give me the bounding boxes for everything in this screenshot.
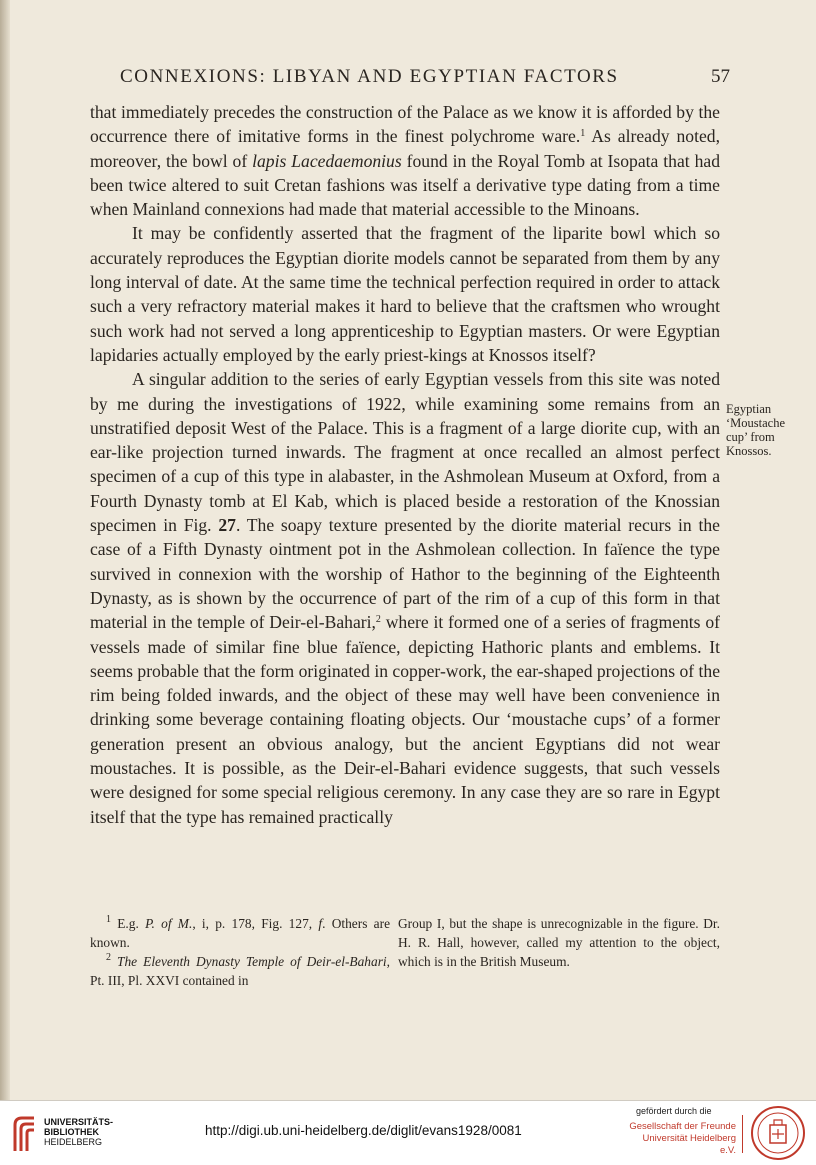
footnotes-right-column (398, 914, 720, 990)
body-text (90, 100, 720, 829)
footnote-2-continued: Group I, but the shape is unrecognizable in the figure. Dr. H. R. Hall, however, called my attention to the object, which is in the British Museum. (398, 916, 720, 969)
library-logo-icon (12, 1115, 38, 1153)
funded-by-label: gefördert durch die (636, 1106, 712, 1116)
society-name: Gesellschaft der Freunde Universität Heidelberg e.V. (629, 1121, 736, 1156)
paragraph-2: It may be confidently asserted that the fragment of the liparite bowl which so accurately reproduces the Egyptian diorite models cannot be separated from them by any long interval of date. At the same time the technical perfection required in order to attack such a very refractory material makes it hard to believe that the craftsmen who wrought such work had not served a long apprenticeship to Egyptian masters. Or were Egyptian lapidaries actually employed by the early priest-kings at Knossos itself? (90, 223, 720, 365)
page-number: 57 (711, 66, 730, 87)
source-url-link[interactable]: http://digi.ub.uni-heidelberg.de/diglit/evans1928/0081 (205, 1123, 522, 1138)
running-header (120, 66, 730, 88)
footnotes-left-column (90, 914, 390, 990)
digitization-footer (0, 1100, 816, 1165)
running-header-title: CONNEXIONS: LIBYAN AND EGYPTIAN FACTORS (120, 66, 619, 87)
footnote-1: $^1$ E.g. P. of M., i, p. 178, Fig. 127, f. Others are known. (90, 914, 391, 950)
library-name: UNIVERSITÄTS- BIBLIOTHEK HEIDELBERG (44, 1117, 114, 1147)
page-spine-shadow (0, 0, 10, 1100)
footnote-2: $^2$ The Eleventh Dynasty Temple of Deir-el-Bahari, Pt. III, Pl. XXVI contained in (90, 952, 390, 988)
paragraph-3: A singular addition to the series of early Egyptian vessels from this site was noted by me during the investigations of 1922, while examining some remains from an unstratified deposit West of the Palace. This is a fragment of a large diorite cup, with an ear-like projection turned inwards. The fragment at once recalled an almost perfect specimen of a cup of this type in alabaster, in the Ashmolean Museum at Oxford, from a Fourth Dynasty tomb at El Kab, which is placed beside a restoration of the Knossian specimen in Fig. 27. The soapy texture presented by the diorite material recurs in the case of a Fifth Dynasty ointment pot in the Ashmolean collection. In faïence the type survived in connexion with the worship of Hathor to the beginning of the Eighteenth Dynasty, as is shown by the occurrence of part of the rim of a cup of this form in that material in the temple of Deir-el-Bahari,$^2$ where it formed one of a series of fragments of vessels made of similar fine blue faïence, depicting Hathoric plants and emblems. It seems probable that the form originated in copper-work, the ear-shaped projections of the rim being folded inwards, and the object of these may well have been convenience in drinking some beverage containing floating objects. Our ‘moustache cups’ of a former generation present an obvious analogy, but the ancient Egyptians did not wear moustaches. It is possible, as the Deir-el-Bahari evidence suggests, that such vessels were designed for some special religious ceremony. In any case they are so rare in Egypt itself that the type has remained practically (90, 369, 721, 827)
university-seal-icon (750, 1105, 806, 1161)
paragraph-1: that immediately precedes the construction of the Palace as we know it is afforded by the occurrence there of imitative forms in the finest polychrome ware.$^1$ As already noted, moreover, the bowl of lapis Lacedaemonius found in the Royal Tomb at Isopata that had been twice altered to suit Cretan fashions was itself a derivative type dating from a time when Mainland connexions had made that material accessible to the Minoans. (90, 102, 720, 220)
footer-divider (742, 1115, 743, 1153)
margin-note: Egyptian ‘Moustache cup’ from Knossos. (726, 402, 786, 458)
footnotes (90, 914, 720, 990)
